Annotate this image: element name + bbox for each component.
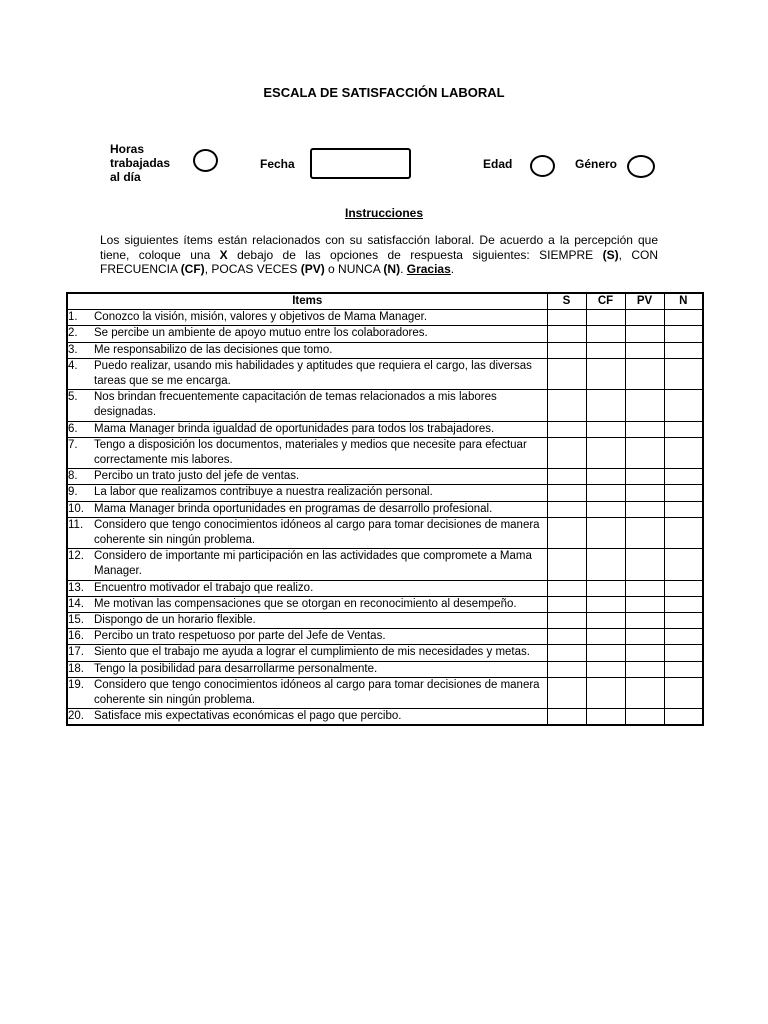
answer-cell-s[interactable] [547,485,586,501]
item-text: La labor que realizamos contribuye a nuestra realización personal. [94,486,433,499]
answer-cell-s[interactable] [547,549,586,580]
table-row [67,661,703,677]
answer-cell-cf[interactable] [586,549,625,580]
item-wrap [68,549,547,579]
answer-cell-pv[interactable] [625,596,664,612]
answer-cell-cf[interactable] [586,645,625,661]
answer-cell-cf[interactable] [586,437,625,468]
answer-cell-n[interactable] [664,501,703,517]
answer-cell-n[interactable] [664,709,703,726]
answer-cell-cf[interactable] [586,501,625,517]
table-row [67,629,703,645]
answer-cell-cf[interactable] [586,596,625,612]
answer-cell-cf[interactable] [586,517,625,548]
answer-cell-pv[interactable] [625,421,664,437]
answer-cell-n[interactable] [664,421,703,437]
item-cell [67,342,547,358]
answer-cell-s[interactable] [547,580,586,596]
item-cell [67,421,547,437]
instructions-part: Los siguientes ítems están relacionados con su satisfacción laboral. De acuerdo a la percepción que tiene, coloque una [100,233,658,262]
instructions-part: . [450,262,455,276]
item-wrap [68,678,547,708]
answer-cell-s[interactable] [547,517,586,548]
answer-cell-s[interactable] [547,677,586,708]
answer-cell-s[interactable] [547,326,586,342]
item-number: 7. [68,438,78,451]
answer-cell-cf[interactable] [586,326,625,342]
item-wrap [68,390,547,420]
table-row [67,342,703,358]
answer-cell-pv[interactable] [625,677,664,708]
item-wrap [68,359,547,389]
item-text: Me motivan las compensaciones que se otorgan en reconocimiento al desempeño. [94,597,517,610]
age-input-circle[interactable] [530,155,555,177]
item-cell [67,485,547,501]
item-number: 19. [68,678,84,691]
answer-cell-s[interactable] [547,342,586,358]
header-cf: CF [586,293,625,310]
table-row [67,596,703,612]
item-number: 15. [68,614,84,627]
answer-cell-n[interactable] [664,645,703,661]
item-wrap [68,629,547,644]
header-items: Items [67,293,547,310]
item-cell [67,613,547,629]
item-text: Considero que tengo conocimientos idóneos al cargo para tomar decisiones de manera coherente sin ningún problema. [94,518,540,547]
answer-cell-n[interactable] [664,485,703,501]
item-text: Percibo un trato justo del jefe de ventas. [94,470,300,483]
instructions-part: , CON FRECUENCIA [100,247,658,276]
item-number: 16. [68,630,84,643]
answer-cell-pv[interactable] [625,342,664,358]
survey-body [67,310,703,726]
item-cell [67,437,547,468]
answer-cell-n[interactable] [664,310,703,326]
answer-cell-cf[interactable] [586,358,625,389]
answer-cell-s[interactable] [547,390,586,421]
table-row [67,437,703,468]
item-number: 11. [68,518,84,531]
item-number: 10. [68,502,84,515]
header-pv: PV [625,293,664,310]
answer-cell-pv[interactable] [625,358,664,389]
item-wrap [68,438,547,468]
item-number: 9. [68,486,78,499]
answer-cell-pv[interactable] [625,629,664,645]
item-text: Satisface mis expectativas económicas el pago que percibo. [94,710,402,723]
answer-cell-cf[interactable] [586,580,625,596]
answer-cell-cf[interactable] [586,390,625,421]
item-cell [67,358,547,389]
table-row [67,326,703,342]
item-wrap [68,645,547,660]
hours-input-circle[interactable] [193,149,218,172]
item-wrap [68,581,547,596]
item-text: Se percibe un ambiente de apoyo mutuo entre los colaboradores. [94,327,428,340]
item-wrap [68,709,547,724]
answer-cell-n[interactable] [664,517,703,548]
item-cell [67,629,547,645]
option-n: (N) [383,262,401,276]
item-text: Percibo un trato respetuoso por parte del Jefe de Ventas. [94,630,386,643]
thanks-text: Gracias [406,262,451,276]
item-cell [67,390,547,421]
item-cell [67,501,547,517]
table-row [67,485,703,501]
item-number: 2. [68,327,78,340]
item-number: 5. [68,391,78,404]
answer-cell-cf[interactable] [586,661,625,677]
answer-cell-n[interactable] [664,549,703,580]
answer-cell-pv[interactable] [625,437,664,468]
item-number: 3. [68,343,78,356]
answer-cell-n[interactable] [664,390,703,421]
document-title: ESCALA DE SATISFACCIÓN LABORAL [263,85,505,100]
answer-cell-n[interactable] [664,437,703,468]
answer-cell-pv[interactable] [625,549,664,580]
header-n: N [664,293,703,310]
table-row [67,709,703,726]
answer-cell-cf[interactable] [586,421,625,437]
item-wrap [68,662,547,677]
instructions-part: , POCAS VECES [204,262,301,276]
instructions-part: o NUNCA [324,262,384,276]
item-wrap [68,310,547,325]
item-text: Mama Manager brinda igualdad de oportunidades para todos los trabajadores. [94,422,495,435]
answer-cell-s[interactable] [547,437,586,468]
age-label: Edad [483,157,513,171]
answer-cell-n[interactable] [664,342,703,358]
table-row [67,677,703,708]
item-cell [67,326,547,342]
answer-cell-cf[interactable] [586,310,625,326]
answer-cell-n[interactable] [664,613,703,629]
answer-cell-s[interactable] [547,310,586,326]
answer-cell-cf[interactable] [586,677,625,708]
hours-label-text: Horas trabajadas al día [110,142,171,184]
item-cell [67,661,547,677]
item-number: 13. [68,581,84,594]
item-wrap [68,469,547,484]
item-text: Dispongo de un horario flexible. [94,614,256,627]
item-number: 8. [68,470,78,483]
item-text: Conozco la visión, misión, valores y objetivos de Mama Manager. [94,311,428,324]
table-row [67,645,703,661]
table-row [67,358,703,389]
date-label: Fecha [260,157,295,171]
answer-cell-pv[interactable] [625,645,664,661]
answer-cell-pv[interactable] [625,485,664,501]
answer-cell-cf[interactable] [586,485,625,501]
answer-cell-pv[interactable] [625,517,664,548]
instructions-text [100,233,658,277]
answer-cell-pv[interactable] [625,390,664,421]
table-row [67,469,703,485]
table-row [67,580,703,596]
item-cell [67,596,547,612]
item-wrap [68,597,547,612]
answer-cell-n[interactable] [664,469,703,485]
answer-cell-cf[interactable] [586,469,625,485]
item-number: 4. [68,359,78,372]
item-cell [67,677,547,708]
table-row [67,501,703,517]
item-cell [67,645,547,661]
header-s: S [547,293,586,310]
table-row [67,549,703,580]
table-row [67,421,703,437]
answer-cell-s[interactable] [547,661,586,677]
item-cell [67,469,547,485]
answer-cell-s[interactable] [547,501,586,517]
date-input-box[interactable] [310,148,411,179]
table-row [67,517,703,548]
answer-cell-cf[interactable] [586,709,625,726]
answer-cell-n[interactable] [664,629,703,645]
answer-cell-n[interactable] [664,358,703,389]
item-text: Puedo realizar, usando mis habilidades y aptitudes que requiera el cargo, las diversas tareas que se me encarga. [94,359,532,388]
answer-cell-s[interactable] [547,596,586,612]
answer-cell-n[interactable] [664,677,703,708]
hours-label [110,142,178,184]
option-s: (S) [602,247,619,262]
answer-cell-pv[interactable] [625,326,664,342]
answer-cell-pv[interactable] [625,310,664,326]
item-number: 6. [68,422,78,435]
item-text: Tengo a disposición los documentos, materiales y medios que necesite para efectuar correctamente mis labores. [94,438,527,467]
gender-label: Género [575,157,618,171]
item-number: 1. [68,311,78,324]
table-row [67,613,703,629]
item-number: 14. [68,597,84,610]
item-wrap [68,343,547,358]
answer-cell-s[interactable] [547,709,586,726]
item-wrap [68,485,547,500]
answer-cell-pv[interactable] [625,709,664,726]
answer-cell-s[interactable] [547,629,586,645]
survey-table [66,292,704,726]
answer-cell-s[interactable] [547,469,586,485]
item-cell [67,709,547,726]
answer-cell-pv[interactable] [625,580,664,596]
table-row [67,310,703,326]
answer-cell-n[interactable] [664,596,703,612]
instructions-part: . [400,262,407,276]
item-number: 20. [68,710,84,723]
answer-cell-cf[interactable] [586,342,625,358]
instructions-heading: Instrucciones [344,206,424,220]
item-wrap [68,502,547,517]
instructions-mark: X [219,247,228,262]
item-number: 18. [68,662,84,675]
answer-cell-n[interactable] [664,661,703,677]
item-wrap [68,326,547,341]
item-number: 12. [68,550,84,563]
answer-cell-s[interactable] [547,421,586,437]
item-cell [67,310,547,326]
answer-cell-pv[interactable] [625,469,664,485]
item-wrap [68,422,547,437]
answer-cell-s[interactable] [547,613,586,629]
option-pv: (PV) [300,262,325,276]
instructions-part: debajo de las opciones de respuesta siguientes: SIEMPRE [227,247,603,262]
item-text: Siento que el trabajo me ayuda a lograr el cumplimiento de mis necesidades y metas. [94,646,530,659]
answer-cell-s[interactable] [547,645,586,661]
item-wrap [68,613,547,628]
item-cell [67,549,547,580]
option-cf: (CF) [180,262,205,276]
item-cell [67,517,547,548]
item-number: 17. [68,646,84,659]
answer-cell-pv[interactable] [625,613,664,629]
item-text: Me responsabilizo de las decisiones que tomo. [94,343,333,356]
item-text: Considero que tengo conocimientos idóneos al cargo para tomar decisiones de manera coherente sin ningún problema. [94,678,540,707]
item-text: Encuentro motivador el trabajo que realizo. [94,581,314,594]
answer-cell-pv[interactable] [625,501,664,517]
table-header-row [67,293,703,310]
answer-cell-n[interactable] [664,580,703,596]
item-text: Considero de importante mi participación en las actividades que compromete a Mama Manager. [94,550,532,578]
item-text: Mama Manager brinda oportunidades en programas de desarrollo profesional. [94,502,493,515]
item-cell [67,580,547,596]
table-row [67,390,703,421]
item-wrap [68,518,547,548]
gender-input-circle[interactable] [627,155,655,178]
answer-cell-n[interactable] [664,326,703,342]
answer-cell-s[interactable] [547,358,586,389]
item-text: Tengo la posibilidad para desarrollarme personalmente. [94,662,378,675]
answer-cell-cf[interactable] [586,613,625,629]
answer-cell-cf[interactable] [586,629,625,645]
answer-cell-pv[interactable] [625,661,664,677]
item-text: Nos brindan frecuentemente capacitación de temas relacionados a mis labores designadas. [94,391,497,419]
